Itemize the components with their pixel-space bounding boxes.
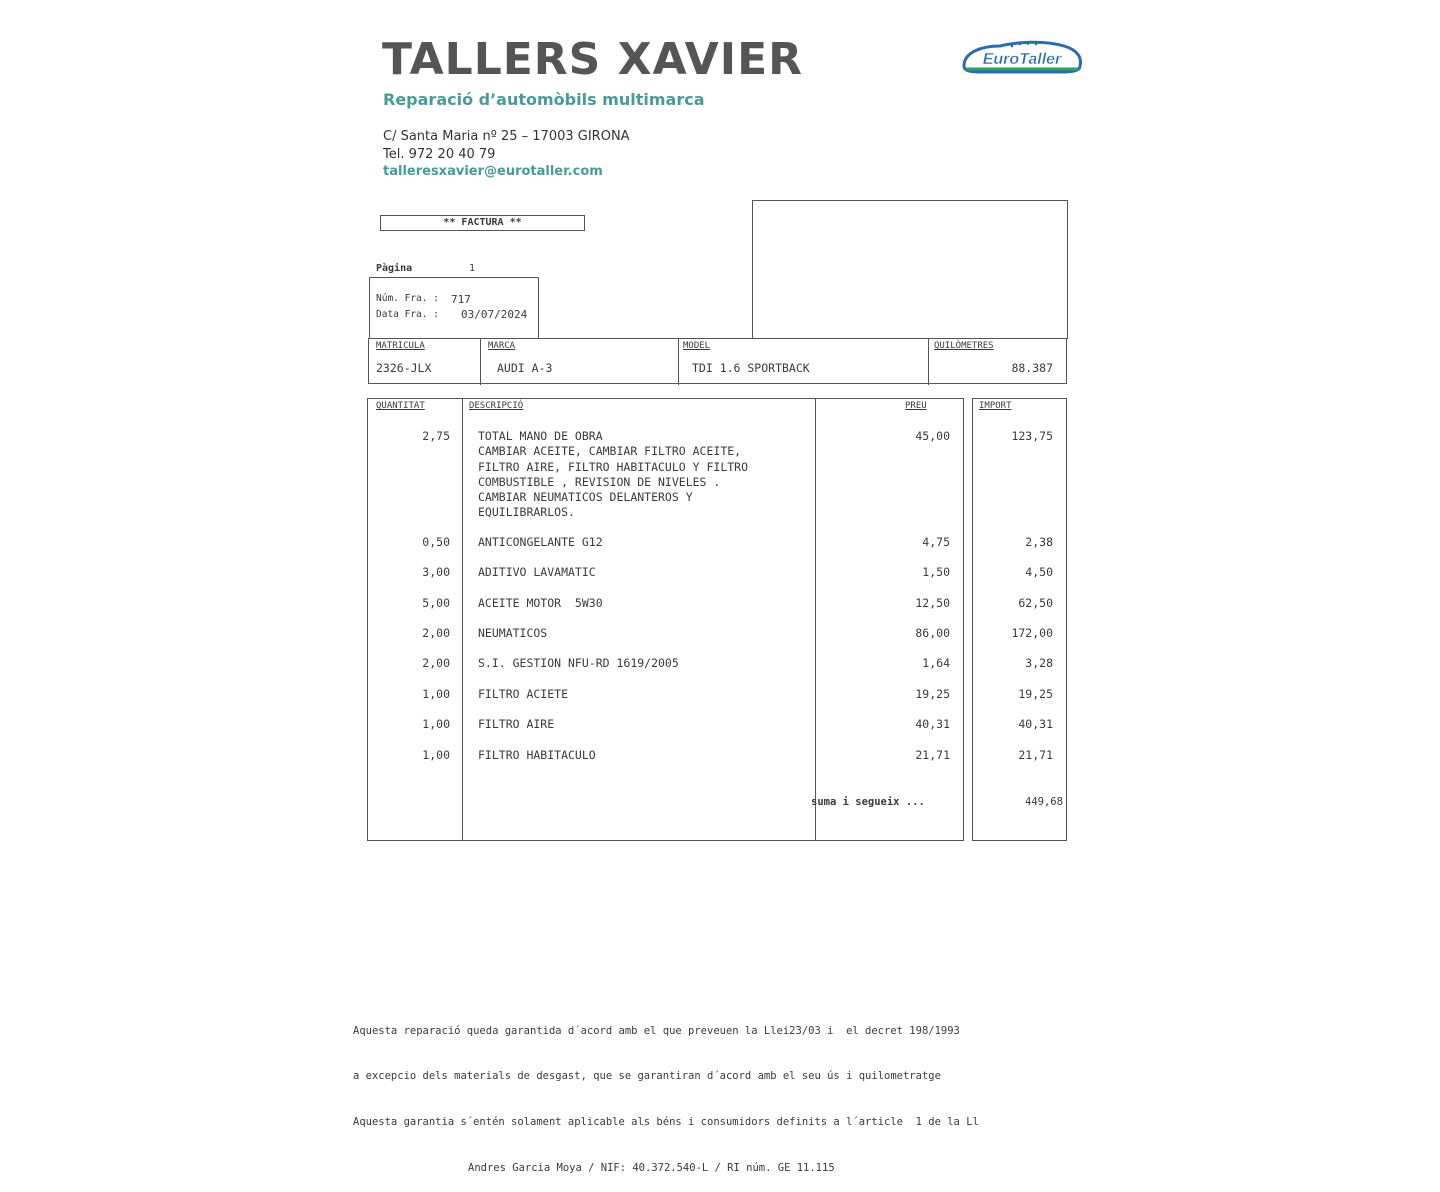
- row-price: 1,64: [922, 656, 950, 670]
- row-qty: 1,00: [422, 748, 450, 762]
- row-desc: FILTRO AIRE: [478, 717, 555, 731]
- header-desc: DESCRIPCIÓ: [469, 401, 524, 411]
- row-amount: 172,00: [1011, 626, 1053, 640]
- row-qty: 3,00: [422, 565, 450, 579]
- row-price: 19,25: [915, 687, 950, 701]
- document-title: ** FACTURA **: [380, 215, 585, 231]
- logo-text: EuroTaller: [982, 51, 1062, 68]
- line-items-table: [367, 398, 1067, 841]
- row-price: 21,71: [915, 748, 950, 762]
- row-qty: 1,00: [422, 687, 450, 701]
- header-amount: IMPORT: [979, 401, 1012, 411]
- page-number: 1: [469, 263, 476, 274]
- row-amount: 123,75: [1011, 429, 1053, 443]
- row-qty: 0,50: [422, 535, 450, 549]
- company-tagline: Reparació d’automòbils multimarca: [383, 90, 705, 109]
- row-amount: 19,25: [1018, 687, 1053, 701]
- company-email: talleresxavier@eurotaller.com: [383, 164, 603, 179]
- row-price: 86,00: [915, 626, 950, 640]
- model-value: TDI 1.6 SPORTBACK: [692, 361, 810, 375]
- row-desc: FILTRO HABITACULO: [478, 748, 596, 762]
- row-qty: 2,00: [422, 626, 450, 640]
- invoice-number-label: Núm. Fra. :: [376, 293, 439, 304]
- invoice-date: 03/07/2024: [461, 308, 528, 321]
- page-label: Pàgina: [376, 263, 413, 274]
- row-desc: S.I. GESTION NFU-RD 1619/2005: [478, 656, 679, 670]
- header-price: PREU: [905, 401, 927, 411]
- subtotal-value: 449,68: [1025, 796, 1063, 808]
- company-name: TALLERS XAVIER: [382, 34, 804, 85]
- row-qty: 1,00: [422, 717, 450, 731]
- row-amount: 4,50: [1025, 565, 1053, 579]
- invoice-date-label: Data Fra. :: [376, 309, 439, 320]
- row-desc: ANTICONGELANTE G12: [478, 535, 603, 549]
- brand-label: MARCA: [488, 341, 516, 351]
- footer-signature: Andres Garcia Moya / NIF: 40.372.540-L / RI núm. GE 11.115: [468, 1162, 835, 1175]
- row-desc: ACEITE MOTOR 5W30: [478, 596, 603, 610]
- company-address: C/ Santa Maria nº 25 – 17003 GIRONA: [383, 129, 630, 144]
- company-phone: Tel. 972 20 40 79: [383, 147, 496, 162]
- km-label: QUILÒMETRES: [934, 341, 994, 351]
- row-qty: 2,00: [422, 656, 450, 670]
- row-qty: 5,00: [422, 596, 450, 610]
- footer-line: Aquesta garantia s´entén solament aplicable als béns i consumidors definits a l´article 1 de la Ll: [353, 1116, 979, 1129]
- footer-line: a excepcio dels materials de desgast, que se garantiran d´acord amb el seu ús i quilometratge: [353, 1070, 941, 1083]
- row-price: 45,00: [915, 429, 950, 443]
- invoice-info-box: [369, 277, 539, 339]
- row-amount: 40,31: [1018, 717, 1053, 731]
- customer-address-box: [752, 200, 1068, 339]
- row-qty: 2,75: [422, 429, 450, 443]
- model-label: MODEL: [683, 341, 711, 351]
- row-desc: FILTRO ACIETE: [478, 687, 569, 701]
- row-amount: 3,28: [1025, 656, 1053, 670]
- row-amount: 2,38: [1025, 535, 1053, 549]
- footer-text: [353, 993, 979, 1192]
- invoice-number: 717: [451, 293, 471, 306]
- plate-value: 2326-JLX: [376, 361, 432, 375]
- header-qty: QUANTITAT: [376, 401, 425, 411]
- km-value: 88.387: [1011, 361, 1053, 375]
- row-desc: NEUMATICOS: [478, 626, 548, 640]
- row-price: 1,50: [922, 565, 950, 579]
- row-price: 40,31: [915, 717, 950, 731]
- row-desc: TOTAL MANO DE OBRA CAMBIAR ACEITE, CAMBIAR FILTRO ACEITE, FILTRO AIRE, FILTRO HABITACULO Y FILTRO COMBUSTIBLE , REVISION DE NIVELES . CAMBIAR NEUMATICOS DELANTEROS Y EQUILIBRARLOS.: [478, 429, 749, 520]
- row-amount: 21,71: [1018, 748, 1053, 762]
- row-price: 4,75: [922, 535, 950, 549]
- plate-label: MATRICULA: [376, 341, 425, 351]
- vehicle-info-row: [368, 338, 1067, 384]
- brand-value: AUDI A-3: [497, 361, 553, 375]
- row-price: 12,50: [915, 596, 950, 610]
- eurotaller-logo: [960, 38, 1084, 78]
- subtotal-label: suma i segueix ...: [811, 796, 925, 808]
- row-amount: 62,50: [1018, 596, 1053, 610]
- footer-line: Aquesta reparació queda garantida d´acord amb el que preveuen la Llei23/03 i el decret 198/1993: [353, 1024, 960, 1037]
- row-desc: ADITIVO LAVAMATIC: [478, 565, 596, 579]
